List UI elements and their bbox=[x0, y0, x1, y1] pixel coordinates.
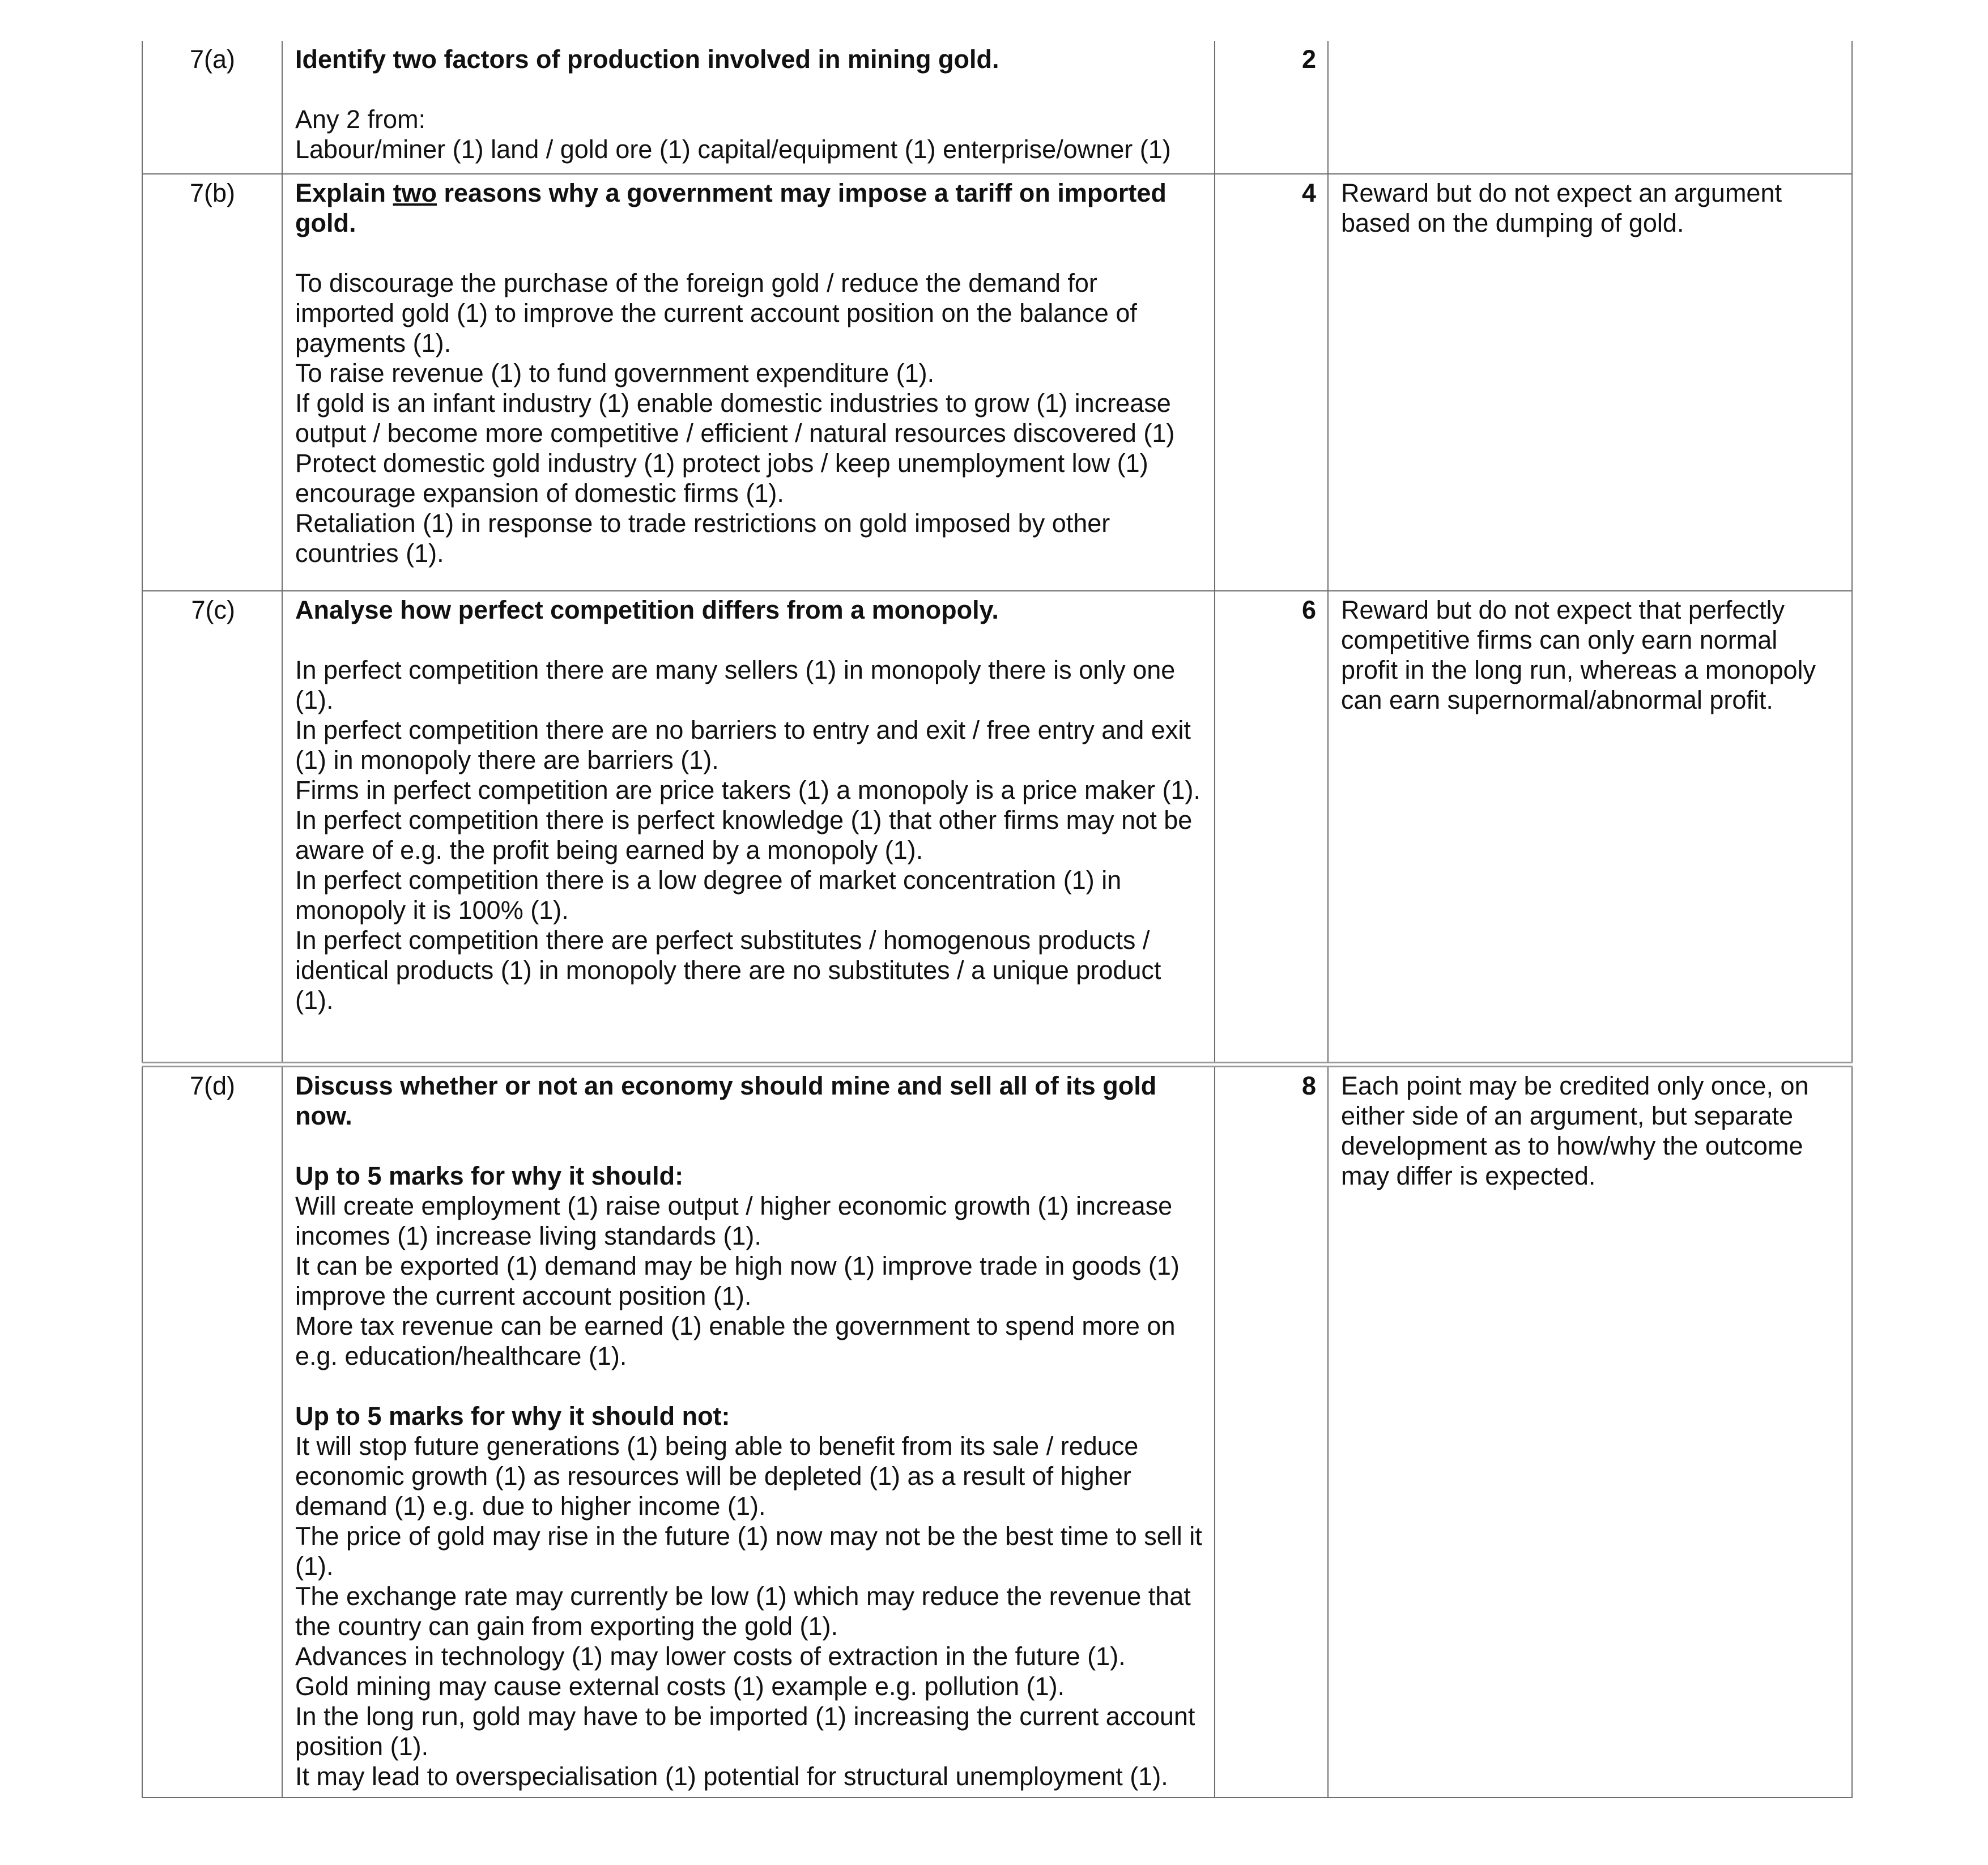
answer-cell bbox=[282, 1065, 1215, 1798]
answer-line: Firms in perfect competition are price takers (1) a monopoly is a price maker (1). bbox=[295, 776, 1201, 804]
section-heading: Up to 5 marks for why it should not: bbox=[295, 1402, 730, 1430]
guidance-text: Reward but do not expect that perfectly competitive firms can only earn normal profit in the long run, whereas a monopoly can earn supernormal/abnormal profit. bbox=[1328, 591, 1852, 1065]
answer-intro: Any 2 from: bbox=[295, 105, 426, 134]
question-number: 7(d) bbox=[142, 1065, 282, 1798]
answer-line: It may lead to overspecialisation (1) potential for structural unemployment (1). bbox=[295, 1762, 1168, 1791]
answer-line: To raise revenue (1) to fund government expenditure (1). bbox=[295, 359, 935, 388]
answer-line: Protect domestic gold industry (1) protect jobs / keep unemployment low (1) encourage expansion of domestic firms (1). bbox=[295, 449, 1148, 508]
marks-value: 8 bbox=[1215, 1065, 1328, 1798]
answer-line: Retaliation (1) in response to trade restrictions on gold imposed by other countries (1). bbox=[295, 509, 1110, 568]
answer-line: Will create employment (1) raise output / higher economic growth (1) increase incomes (1) increase living standards (1). bbox=[295, 1191, 1173, 1250]
answer-line: Labour/miner (1) land / gold ore (1) capital/equipment (1) enterprise/owner (1) bbox=[295, 135, 1171, 164]
answer-line: In perfect competition there are perfect substitutes / homogenous products / identical products (1) in monopoly there are no substitutes / a unique product (1). bbox=[295, 926, 1161, 1015]
section-heading: Up to 5 marks for why it should: bbox=[295, 1161, 684, 1190]
answer-line: Gold mining may cause external costs (1) example e.g. pollution (1). bbox=[295, 1672, 1065, 1701]
answer-line: In perfect competition there are no barriers to entry and exit / free entry and exit (1) in monopoly there are barriers (1). bbox=[295, 716, 1191, 774]
question-text: Discuss whether or not an economy should mine and sell all of its gold now. bbox=[295, 1071, 1157, 1130]
answer-cell bbox=[282, 591, 1215, 1065]
question-text: Analyse how perfect competition differs from a monopoly. bbox=[295, 595, 999, 624]
mark-scheme-row-7c bbox=[142, 591, 1852, 1065]
guidance-text: Each point may be credited only once, on either side of an argument, but separate development as to how/why the outcome may differ is expected. bbox=[1328, 1065, 1852, 1798]
marks-value: 6 bbox=[1215, 591, 1328, 1065]
answer-line: More tax revenue can be earned (1) enable the government to spend more on e.g. education/healthcare (1). bbox=[295, 1312, 1176, 1370]
answer-line: The price of gold may rise in the future (1) now may not be the best time to sell it (1). bbox=[295, 1522, 1202, 1581]
guidance-text bbox=[1328, 41, 1852, 174]
question-text: Identify two factors of production involved in mining gold. bbox=[295, 45, 999, 74]
answer-line: If gold is an infant industry (1) enable domestic industries to grow (1) increase output / become more competitive / efficient / natural resources discovered (1) bbox=[295, 389, 1175, 448]
answer-line: The exchange rate may currently be low (1) which may reduce the revenue that the country can gain from exporting the gold (1). bbox=[295, 1582, 1191, 1641]
guidance-text: Reward but do not expect an argument based on the dumping of gold. bbox=[1328, 174, 1852, 591]
marks-value: 2 bbox=[1215, 41, 1328, 174]
answer-line: To discourage the purchase of the foreign gold / reduce the demand for imported gold (1) to improve the current account position on the balance of payments (1). bbox=[295, 269, 1137, 357]
mark-scheme-row-7a bbox=[142, 41, 1852, 174]
answer-line: In perfect competition there are many sellers (1) in monopoly there is only one (1). bbox=[295, 655, 1176, 714]
mark-scheme-row-7d bbox=[142, 1065, 1852, 1798]
underlined-emphasis: two bbox=[393, 178, 437, 207]
answer-line: It will stop future generations (1) being able to benefit from its sale / reduce economic growth (1) as resources will be depleted (1) as a result of higher demand (1) e.g. due to higher income (1). bbox=[295, 1432, 1139, 1521]
answer-line: It can be exported (1) demand may be high now (1) improve trade in goods (1) improve the current account position (1). bbox=[295, 1251, 1180, 1310]
answer-line: Advances in technology (1) may lower costs of extraction in the future (1). bbox=[295, 1642, 1126, 1671]
question-number: 7(a) bbox=[142, 41, 282, 174]
question-text: Explain two reasons why a government may impose a tariff on imported gold. bbox=[295, 178, 1167, 237]
question-number: 7(c) bbox=[142, 591, 282, 1065]
answer-line: In perfect competition there is a low degree of market concentration (1) in monopoly it is 100% (1). bbox=[295, 866, 1122, 925]
marks-value: 4 bbox=[1215, 174, 1328, 591]
answer-line: In perfect competition there is perfect knowledge (1) that other firms may not be aware of e.g. the profit being earned by a monopoly (1). bbox=[295, 806, 1193, 865]
mark-scheme-table bbox=[142, 41, 1853, 1798]
answer-cell bbox=[282, 174, 1215, 591]
answer-line: In the long run, gold may have to be imported (1) increasing the current account position (1). bbox=[295, 1702, 1195, 1761]
mark-scheme-row-7b bbox=[142, 174, 1852, 591]
question-number: 7(b) bbox=[142, 174, 282, 591]
answer-cell bbox=[282, 41, 1215, 174]
